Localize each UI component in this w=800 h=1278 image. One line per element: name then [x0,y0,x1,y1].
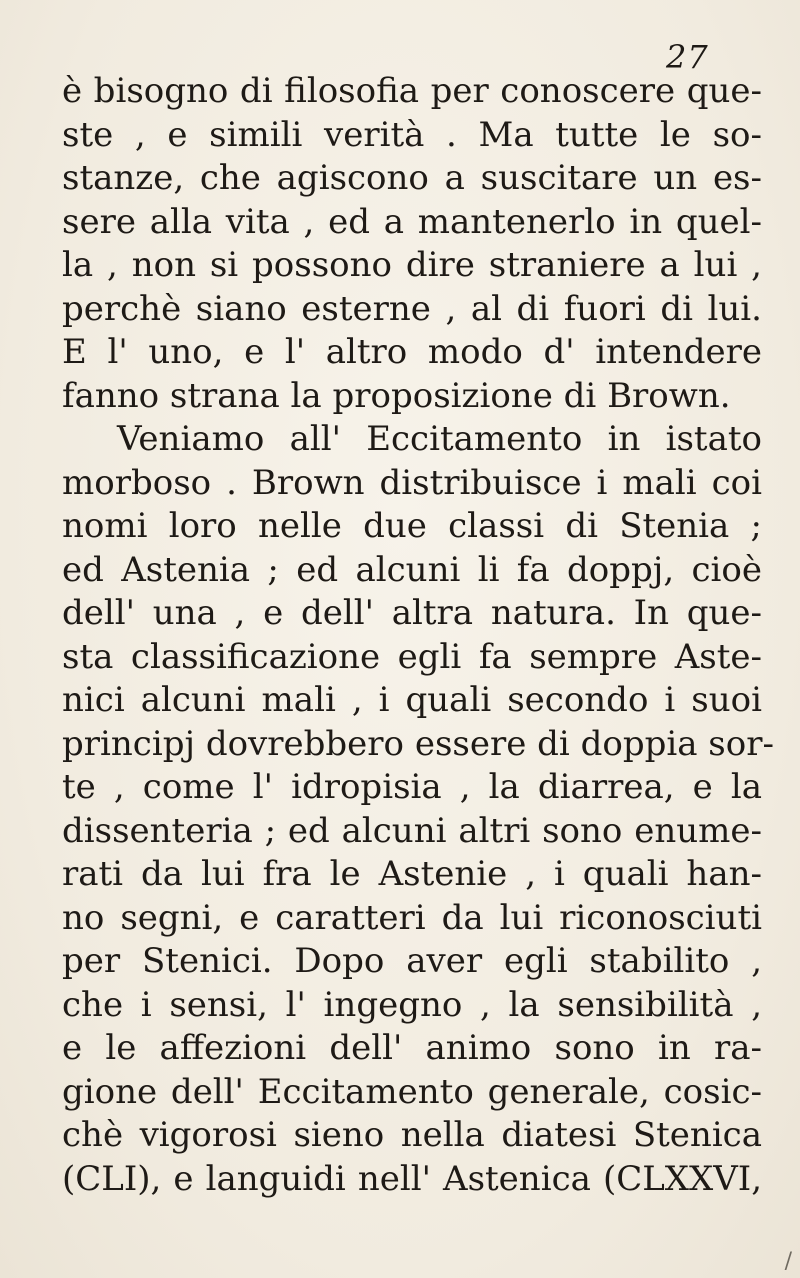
text-line: ste , e simili verità . Ma tutte le so- [62,114,762,155]
body-text [62,70,774,1201]
text-line: che i sensi, l' ingegno , la sensibilità , [62,984,762,1025]
text-line: ed Astenia ; ed alcuni li fa doppj, cioè [62,549,762,590]
text-line: stanze, che agiscono a suscitare un es- [62,158,762,198]
text-line: sta classificazione egli fa sempre Aste- [62,636,762,677]
text-line: (CLI), e languidi nell' Astenica (CLXXVI, [62,1158,762,1199]
text-line: te , come l' idropisia , la diarrea, e la [62,767,762,807]
text-line: morboso . Brown distribuisce i mali coi [62,462,762,503]
text-line: perchè siano esterne , al di fuori di lui. [62,288,762,329]
text-line: rati da lui fra le Astenie , i quali han- [62,854,762,894]
text-line: Veniamo all' Eccitamento in istato [117,419,762,459]
text-line: nomi loro nelle due classi di Stenia ; [62,506,762,546]
text-line: è bisogno di filosofia per conoscere que- [62,71,762,111]
text-line: la , non si possono dire straniere a lui , [62,245,762,285]
text-line: principj dovrebbero essere di doppia sor- [62,723,774,764]
text-line: per Stenici. Dopo aver egli stabilito , [62,941,762,981]
text-line: no segni, e caratteri da lui riconosciuti [62,897,762,938]
text-line: e le affezioni dell' animo sono in ra- [62,1028,762,1068]
page-number: 27 [666,38,709,76]
text-line: sere alla vita , ed a mantenerlo in quel- [62,201,762,242]
text-line: nici alcuni mali , i quali secondo i suoi [62,680,762,720]
text-line: chè vigorosi sieno nella diatesi Stenica [62,1115,762,1155]
text-line: E l' uno, e l' altro modo d' intendere [62,332,762,372]
text-line: gione dell' Eccitamento generale, cosic- [62,1071,762,1112]
stray-mark: / [784,1249,792,1274]
text-line: fanno strana la proposizione di Brown. [62,375,731,416]
text-line: dissenteria ; ed alcuni altri sono enume- [62,810,762,851]
text-line: dell' una , e dell' altra natura. In que- [62,593,762,633]
